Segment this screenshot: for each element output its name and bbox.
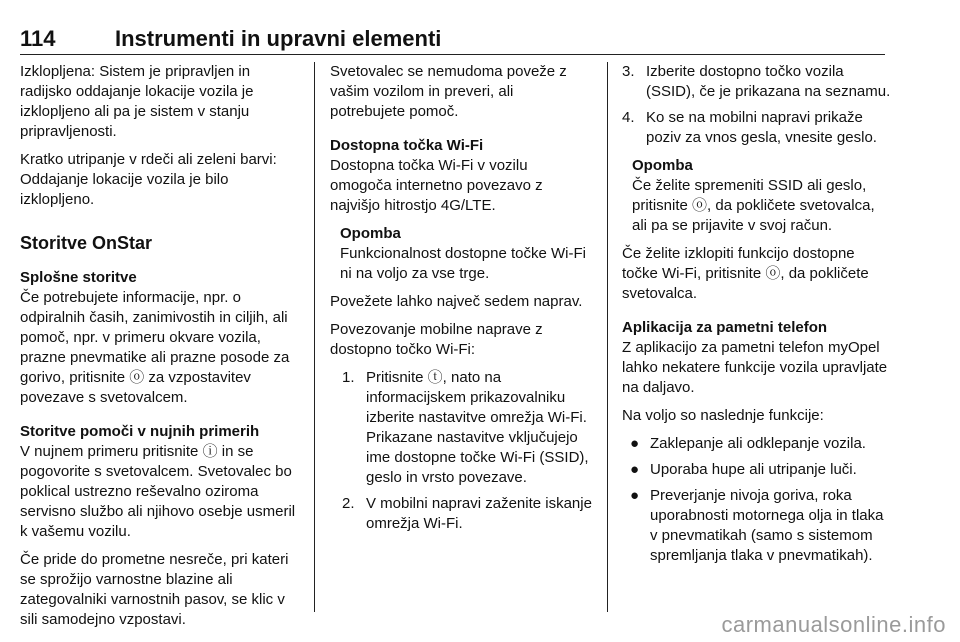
list-item [622, 434, 892, 454]
paragraph-disable-hotspot: Če želite izklopiti funkcijo dostopne točke Wi-Fi, pritisnite ⓞ, da pokličete svetovalca. [622, 245, 869, 302]
paragraph-wifi-hotspot: Dostopna točka Wi-Fi v vozilu omogoča internetno povezavo z najvišjo hitrostjo 4G/LTE. [330, 157, 543, 214]
step-text: Pritisnite ⓣ, nato na informacijskem prikazovalniku izberite nastavitve omrežja Wi-Fi. Prikazane nastavitve vključujejo ime dostopne točke Wi-Fi (SSID), geslo in vrsto povezave. [366, 369, 589, 486]
paragraph-advisor-connects: Svetovalec se nemudoma poveže z vašim vozilom in preveri, ali potrebujete pomoč. [330, 63, 567, 120]
step-number: 2. [342, 495, 355, 512]
bullet-text: Uporaba hupe ali utripanje luči. [650, 461, 857, 478]
paragraph-status-blink: Kratko utripanje v rdeči ali zeleni barvi: Oddajanje lokacije vozila je bilo izklopljeno. [20, 151, 277, 208]
list-item [622, 108, 892, 148]
list-item [622, 460, 892, 480]
list-item [622, 486, 892, 566]
paragraph-smartphone-app: Z aplikacijo za pametni telefon myOpel lahko nekatere funkcije vozila upravljate na daljavo. [622, 339, 888, 396]
note-wifi-availability [330, 224, 592, 284]
column-divider-2 [607, 62, 608, 612]
subheading-general-services: Splošne storitve [20, 269, 137, 286]
bullet-text: Preverjanje nivoja goriva, roka uporabnosti motornega olja in tlaka v pnevmatikah (samo s sistemom spremljanja tlaka v pnevmatikah). [650, 487, 884, 564]
section-heading-onstar: Storitve OnStar [20, 233, 153, 253]
column-2 [330, 62, 592, 542]
list-item [342, 368, 592, 488]
steps-list-continued [622, 62, 892, 148]
paragraph-general-services: Če potrebujete informacije, npr. o odpiralnih časih, zanimivostih in ciljih, ali pomoč, npr. v primeru okvare vozila, prazne pnevmatike ali prazne posode za gorivo, pritisnite ⓞ za vzpostavitev povezave s svetovalcem. [20, 289, 290, 406]
steps-list [342, 368, 592, 534]
bullet-icon: ● [630, 487, 640, 504]
column-divider-1 [314, 62, 315, 612]
note-title: Opomba [340, 225, 401, 242]
step-number: 1. [342, 369, 355, 386]
column-1 [20, 62, 305, 638]
step-text: Ko se na mobilni napravi prikaže poziv za vnos gesla, vnesite geslo. [646, 109, 877, 146]
paragraph-accident-call: Če pride do prometne nesreče, pri kateri se sprožijo varnostne blazine ali zategovalniki varnostnih pasov, se klic v sili samodejno vzpostavi. [20, 551, 289, 628]
step-text: V mobilni napravi zaženite iskanje omrežja Wi-Fi. [366, 495, 592, 532]
paragraph-connect-intro: Povezovanje mobilne naprave z dostopno točko Wi-Fi: [330, 321, 543, 358]
paragraph-max-devices: Povežete lahko največ sedem naprav. [330, 293, 583, 310]
note-text: Funkcionalnost dostopne točke Wi-Fi ni na voljo za vse trge. [340, 245, 586, 282]
note-change-ssid [622, 156, 892, 236]
bullet-icon: ● [630, 435, 640, 452]
paragraph-emergency-services: V nujnem primeru pritisnite ⓘ in se pogovorite s svetovalcem. Svetovalec bo poklical ustrezno reševalno oziroma servisno službo ali njihovo osebje usmeril k vašemu vozilu. [20, 443, 296, 540]
subheading-smartphone-app: Aplikacija za pametni telefon [622, 319, 828, 336]
watermark: carmanualsonline.info [721, 612, 946, 637]
list-item [622, 62, 892, 102]
note-text: Če želite spremeniti SSID ali geslo, pritisnite ⓞ, da pokličete svetovalca, ali pa se prijavite v svoj račun. [632, 177, 875, 234]
functions-list [622, 434, 892, 566]
paragraph-status-off: Izklopljena: Sistem je pripravljen in radijsko oddajanje lokacije vozila je izklopljeno ali pa je sistem v stanju pripravljenosti. [20, 63, 254, 140]
page-number: 114 [20, 26, 56, 51]
note-title: Opomba [632, 157, 693, 174]
step-text: Izberite dostopno točko vozila (SSID), če je prikazana na seznamu. [646, 63, 891, 100]
header-rule [20, 54, 885, 55]
subheading-emergency-services: Storitve pomoči v nujnih primerih [20, 423, 260, 440]
bullet-text: Zaklepanje ali odklepanje vozila. [650, 435, 866, 452]
bullet-icon: ● [630, 461, 640, 478]
step-number: 4. [622, 109, 635, 126]
page-header [20, 27, 885, 51]
subheading-wifi-hotspot: Dostopna točka Wi-Fi [330, 137, 484, 154]
column-3 [622, 62, 892, 574]
list-item [342, 494, 592, 534]
paragraph-functions-intro: Na voljo so naslednje funkcije: [622, 407, 824, 424]
page-title: Instrumenti in upravni elementi [115, 26, 442, 51]
step-number: 3. [622, 63, 635, 80]
